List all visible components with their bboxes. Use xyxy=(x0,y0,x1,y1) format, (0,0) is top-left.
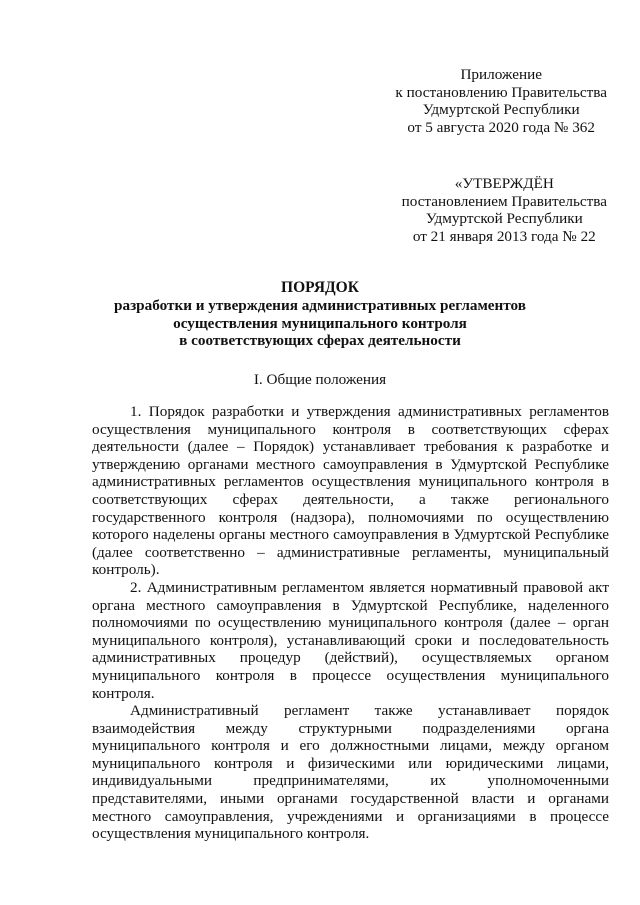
paragraph: Административный регламент также устанавливает порядок взаимодействия между структурными подразделениями органа муниципального контроля и его должностными лицами, между органом муниципального контроля и физическими или юридическими лицами, индивидуальными предпринимателями, их уполномоченными представителями, иными органами государственной власти и органами местного самоуправления, учреждениями и организациями в процессе осуществления муниципального контроля. xyxy=(92,702,609,843)
appendix-line: к постановлению Правительства xyxy=(395,83,607,101)
approval-stamp-text xyxy=(402,175,607,245)
approved-line: Удмуртской Республики xyxy=(425,210,583,227)
subtitle-line: разработки и утверждения административных регламентов xyxy=(114,297,526,314)
section-heading: I. Общие положения xyxy=(253,371,387,388)
section-body xyxy=(92,403,609,843)
paragraph: 1. Порядок разработки и утверждения административных регламентов осуществления муниципального контроля в соответствующих сферах деятельности (далее – Порядок) устанавливает требования к разработке и утверждению органами местного самоуправления в Удмуртской Республике административных регламентов осуществления муниципального контроля в соответствующих сферах деятельности, а также регионального государственного контроля (надзора), полномочиями по осуществлению которого наделены органы местного самоуправления в Удмуртской Республике (далее соответственно – административные регламенты, муниципальный контроль). xyxy=(92,403,609,579)
approved-line: «УТВЕРЖДЁН xyxy=(454,175,554,192)
approved-line: от 21 января 2013 года № 22 xyxy=(412,227,596,245)
approved-line: постановлением Правительства xyxy=(401,192,607,210)
appendix-line: Удмуртской Республики xyxy=(422,101,580,118)
appendix-line: Приложение xyxy=(460,66,542,83)
appendix-line: от 5 августа 2020 года № 362 xyxy=(407,118,595,136)
document-subtitle xyxy=(0,297,640,350)
paragraph: 2. Административным регламентом является нормативный правовой акт органа местного самоуправления в Удмуртской Республике, наделенного полномочиями по осуществлению муниципального контроля (далее – орган муниципального контроля), устанавливающий сроки и последовательность административных процедур (действий), осуществляемых органом муниципального контроля в процессе осуществления муниципального контроля. xyxy=(92,578,609,702)
subtitle-line: в соответствующих сферах деятельности xyxy=(179,332,461,349)
document-title: ПОРЯДОК xyxy=(281,279,359,296)
subtitle-line: осуществления муниципального контроля xyxy=(173,314,467,332)
appendix-header xyxy=(395,66,607,136)
